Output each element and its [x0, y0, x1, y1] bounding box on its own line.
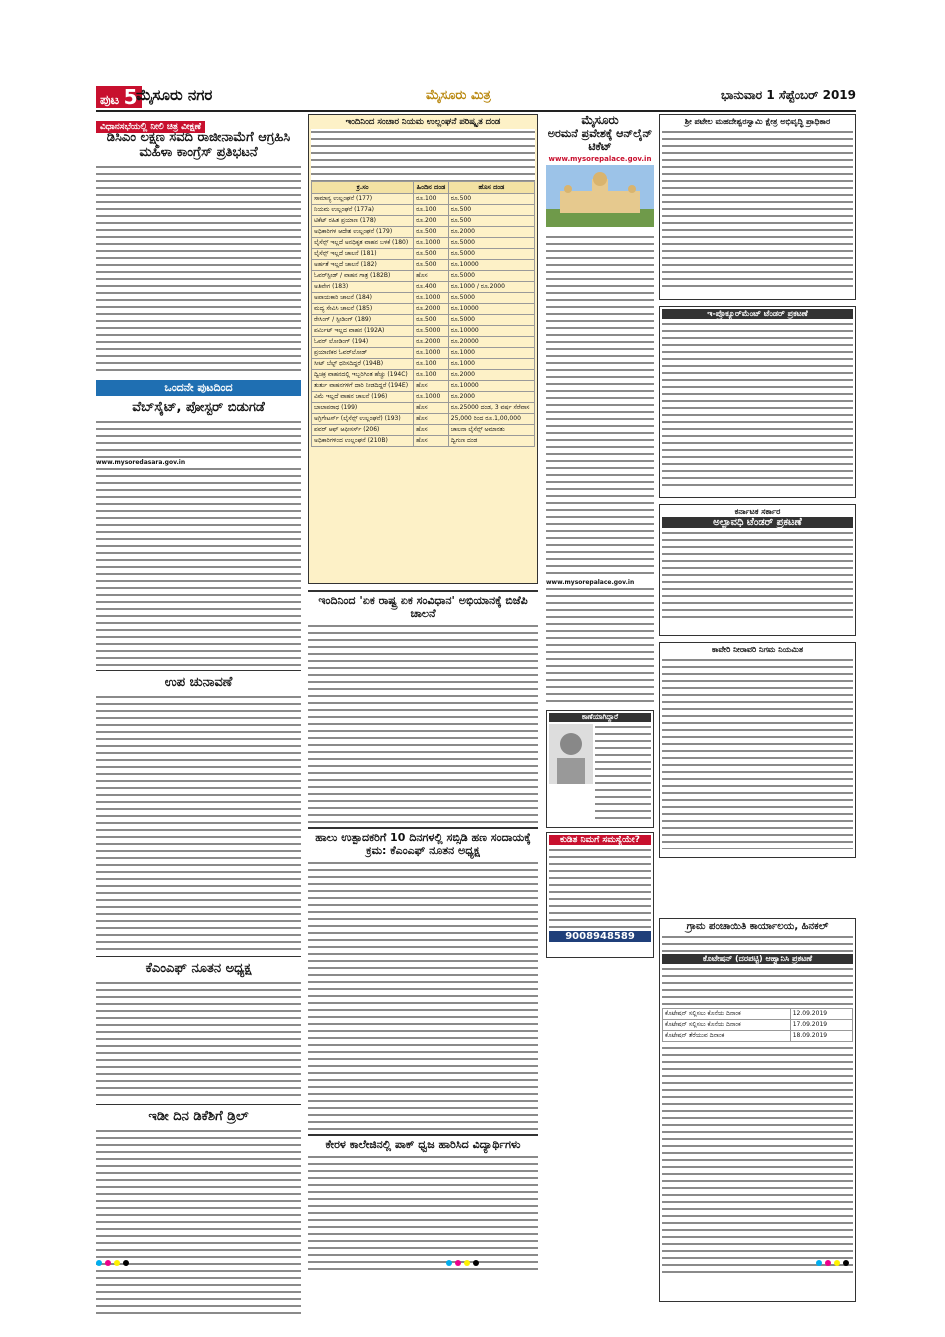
ad-subtitle: ಕೊಟೇಷನ್ (ದರಪಟ್ಟಿ) ಆಹ್ವಾನಿಸಿ ಪ್ರಕಟಣೆ: [662, 954, 853, 964]
table-cell: ರೂ.1000: [414, 392, 449, 403]
ad-text: [662, 934, 853, 954]
table-row: [312, 205, 535, 216]
table-row: [312, 337, 535, 348]
tender-ad-3: [659, 504, 856, 636]
table-cell: ಓವರ್‌ಸ್ಪೀಡ್ / ವಾಹನ ಗಾತ್ರ (182B): [312, 271, 414, 282]
table-row: [312, 414, 535, 425]
fine-table: [311, 181, 535, 447]
table-cell: ಕೊಟೇಷನ್ ಸಲ್ಲಿಸಲು ಕೊನೆಯ ದಿನಾಂಕ: [663, 1009, 791, 1020]
table-cell: ರೂ.5000: [448, 271, 534, 282]
table-row: [663, 1009, 853, 1020]
palace-url: www.mysorepalace.gov.in: [548, 155, 652, 163]
table-cell: ದ್ವಿಚಕ್ರ ವಾಹನದಲ್ಲಿ ಇಬ್ಬರಿಗಿಂತ ಹೆಚ್ಚು (194C): [312, 370, 414, 381]
table-cell: ರೂ.100: [414, 370, 449, 381]
table-cell: ಹೊಸ: [414, 381, 449, 392]
table-cell: ಹೊಸ: [414, 436, 449, 447]
article-text: [96, 164, 301, 376]
table-cell: ಅತಿವೇಗ (183): [312, 282, 414, 293]
box-intro-text: [311, 129, 535, 181]
ad-title: ಇ-ಪ್ರೊಕ್ಯೂರ್‌ಮೆಂಟ್ ಟೆಂಡರ್ ಪ್ರಕಟಣೆ: [662, 309, 853, 319]
table-cell: ಟಿಕೆಟ್ ರಹಿತ ಪ್ರಯಾಣ (178): [312, 216, 414, 227]
table-cell: ರೂ.100: [414, 194, 449, 205]
kicker: ವಿಧಾನಸಭೆಯಲ್ಲಿ ನೀಲಿ ಚಿತ್ರ ವೀಕ್ಷಣೆ: [96, 121, 205, 133]
table-cell: ರೂ.500: [414, 249, 449, 260]
table-cell: ಪ್ರಯಾಣಿಕರ ಓವರ್‌ಲೋಡ್: [312, 348, 414, 359]
registration-dots: [446, 1260, 479, 1266]
table-cell: ಲೈಸೆನ್ಸ್ ಇಲ್ಲದೆ ಅನಧಿಕೃತ ವಾಹನ ಬಳಕೆ (180): [312, 238, 414, 249]
ad-phone: 9008948589: [549, 931, 651, 942]
page-header: [96, 82, 856, 112]
table-row: [312, 359, 535, 370]
ad-text: [662, 657, 853, 849]
article-text: [546, 586, 654, 706]
tender-ad-2: [659, 306, 856, 498]
table-cell: ಅಧಿಕಾರಿಗಳ ಆದೇಶ ಉಲ್ಲಂಘನೆ (179): [312, 227, 414, 238]
page-badge: [96, 86, 142, 108]
table-cell: ರೂ.1000: [414, 238, 449, 249]
table-cell: ದ್ವಿಗುಣ ದಂಡ: [448, 436, 534, 447]
obit-title: ಕಾಣೆಯಾಗಿದ್ದಾರೆ: [549, 713, 651, 722]
palace-url-2: www.mysorepalace.gov.in: [546, 579, 635, 586]
table-cell: ಸಾಮಾನ್ಯ ಉಲ್ಲಂಘನೆ (177): [312, 194, 414, 205]
obituary-box: [546, 710, 654, 828]
table-row: [312, 381, 535, 392]
table-row: [312, 315, 535, 326]
article-text: [546, 234, 654, 579]
palace-title-2: ಅರಮನೆ ಪ್ರವೇಶಕ್ಕೆ ಆನ್‌ಲೈನ್ ಟಿಕೆಟ್: [547, 127, 653, 153]
headline-dks: ಇಡೀ ದಿನ ಡಿಕೆಶಿಗೆ ಡ್ರಿಲ್: [96, 1104, 301, 1125]
column-4: [659, 114, 856, 1272]
table-cell: ರೂ.400: [414, 282, 449, 293]
col-header: ಹೊಸ ದಂಡ: [448, 182, 534, 194]
table-cell: ಚಾಲನಾ ಲೈಸೆನ್ಸ್ ಅಮಾನತು: [448, 425, 534, 436]
ad-text: [662, 321, 853, 487]
table-cell: ರೂ.2000: [414, 337, 449, 348]
column-2: [308, 114, 538, 1272]
table-cell: ರೂ.2000: [448, 227, 534, 238]
ad-title: ಶ್ರೀ ಪಟೇಲ ಮಹದೇಶ್ವರಸ್ವಾಮಿ ಕ್ಷೇತ್ರ ಅಭಿವೃದ್ಧಿ ಪ್ರಾಧಿಕಾರ: [684, 117, 831, 126]
quotation-ad: [659, 918, 856, 1302]
table-cell: ಅರ್ಹತೆ ಇಲ್ಲದೆ ಚಾಲನೆ (182): [312, 260, 414, 271]
table-row: [312, 403, 535, 414]
table-row: [312, 194, 535, 205]
newspaper-page: [96, 82, 856, 1272]
ad-title: ಅಲ್ಪಾವಧಿ ಟೆಂಡರ್ ಪ್ರಕಟಣೆ: [662, 517, 853, 528]
headline-website: ವೆಬ್‌ಸೈಟ್, ಪೋಸ್ಟರ್ ಬಿಡುಗಡೆ: [132, 400, 265, 415]
table-row: [312, 271, 535, 282]
table-cell: ಬಾಲಾಪರಾಧ (199): [312, 403, 414, 414]
table-row: [312, 249, 535, 260]
table-row: [312, 436, 535, 447]
table-cell: ರೂ.20000: [448, 337, 534, 348]
table-cell: ರೂ.5000: [414, 326, 449, 337]
table-cell: 17.09.2019: [790, 1020, 852, 1031]
tender-ad-1: [659, 114, 856, 300]
article-text: [96, 980, 301, 1100]
table-cell: ರೂ.10000: [448, 304, 534, 315]
article-text: [308, 1154, 538, 1274]
table-cell: ರೂ.5000: [448, 238, 534, 249]
headline-bjp: ಇಂದಿನಿಂದ 'ಏಕ ರಾಷ್ಟ್ರ ಏಕ ಸಂವಿಧಾನ' ಅಭಿಯಾನಕ್ಕೆ ಬಿಜೆಪಿ ಚಾಲನೆ: [308, 590, 538, 620]
ad-header: ಕರ್ನಾಟಕ ಸರ್ಕಾರ: [734, 507, 781, 516]
masthead: ಮೈಸೂರು ಮಿತ್ರ: [426, 88, 491, 103]
table-cell: ರೂ.10000: [448, 326, 534, 337]
table-row: [312, 370, 535, 381]
table-cell: ರೂ.200: [414, 216, 449, 227]
headline-milk: ಹಾಲು ಉತ್ಪಾದಕರಿಗೆ 10 ದಿನಗಳಲ್ಲಿ ಸಬ್ಸಿಡಿ ಹಣ ಸಂದಾಯಕ್ಕೆ ಕ್ರಮ: ಕೆಎಂಎಫ್ ನೂತನ ಅಧ್ಯಕ್ಷ: [308, 827, 538, 857]
table-cell: ರೂ.500: [448, 205, 534, 216]
section-title: ಮೈಸೂರು ನಗರ: [136, 86, 213, 104]
table-cell: ಅಪಾಯಕಾರಿ ಚಾಲನೆ (184): [312, 293, 414, 304]
table-cell: ರೂ.100: [414, 205, 449, 216]
table-row: [312, 293, 535, 304]
table-cell: ಹೊಸ: [414, 271, 449, 282]
table-cell: ರೂ.500: [414, 227, 449, 238]
ad-text: [662, 966, 853, 1006]
table-row: [312, 227, 535, 238]
table-cell: ರೇಸಿಂಗ್ / ಸ್ಪೀಡಿಂಗ್ (189): [312, 315, 414, 326]
box-title: ಇಂದಿನಿಂದ ಸಂಚಾರ ನಿಯಮ ಉಲ್ಲಂಘನೆ ಪರಿಷ್ಕೃತ ದಂಡ: [345, 117, 501, 127]
quotation-dates: [662, 1008, 853, 1042]
article-text: [96, 419, 301, 459]
person-photo: [549, 724, 593, 784]
table-row: [312, 392, 535, 403]
page-number: 5: [123, 85, 138, 109]
table-cell: ರೂ.2000: [448, 370, 534, 381]
table-cell: ರೂ.5000: [448, 315, 534, 326]
col-header: ಕ್ರ.ಸಂ: [312, 182, 414, 194]
table-cell: ರೂ.1000: [448, 359, 534, 370]
article-url: www.mysoredasara.gov.in: [96, 459, 186, 466]
table-cell: ರೂ.500: [414, 315, 449, 326]
table-cell: ಅಧಿಕಾರಿಗಳಿಂದ ಉಲ್ಲಂಘನೆ (210B): [312, 436, 414, 447]
table-cell: ವಿಮೆ ಇಲ್ಲದೆ ವಾಹನ ಚಾಲನೆ (196): [312, 392, 414, 403]
table-cell: ರೂ.10000: [448, 381, 534, 392]
ad-text: [549, 847, 651, 931]
table-cell: ಓವರ್ ಲೋಡಿಂಗ್ (194): [312, 337, 414, 348]
table-cell: ರೂ.1000: [414, 293, 449, 304]
table-cell: 12.09.2019: [790, 1009, 852, 1020]
table-cell: ಮದ್ಯ ಸೇವಿಸಿ ಚಾಲನೆ (185): [312, 304, 414, 315]
palace-title-1: ಮೈಸೂರು: [581, 113, 619, 127]
table-cell: ಲೈಸೆನ್ಸ್ ಇಲ್ಲದೆ ಚಾಲನೆ (181): [312, 249, 414, 260]
table-cell: ಕೊಟೇಷನ್ ತೆರೆಯುವ ದಿನಾಂಕ: [663, 1031, 791, 1042]
table-cell: 25,000 ರಿಂದ ರೂ.1,00,000: [448, 414, 534, 425]
headline-kmf: ಕೆಎಂಎಫ್ ನೂತನ ಅಧ್ಯಕ್ಷ: [96, 956, 301, 977]
headline-byelection: ಉಪ ಚುನಾವಣೆ: [96, 670, 301, 691]
table-cell: ಕೊಟೇಷನ್ ಸಲ್ಲಿಸಲು ಕೊನೆಯ ದಿನಾಂಕ: [663, 1020, 791, 1031]
table-row: [312, 326, 535, 337]
table-row: [312, 348, 535, 359]
table-row: [312, 304, 535, 315]
table-row: [312, 282, 535, 293]
table-cell: ರೂ.500: [448, 194, 534, 205]
table-cell: ಪರ್ಮಿಟ್ ಇಲ್ಲದ ವಾಹನ (192A): [312, 326, 414, 337]
article-text: [96, 1128, 301, 1318]
table-cell: ರೂ.1000 / ರೂ.2000: [448, 282, 534, 293]
traffic-fine-box: [308, 114, 538, 584]
article-text: [96, 694, 301, 952]
table-cell: ರೂ.500: [414, 260, 449, 271]
table-cell: ರೂ.100: [414, 359, 449, 370]
table-row: [663, 1020, 853, 1031]
deaddiction-ad: [546, 832, 654, 958]
table-cell: 18.09.2019: [790, 1031, 852, 1042]
tender-ad-4: [659, 642, 856, 858]
table-cell: ಪವರ್ ಆಫ್ ಆಫೀಸರ್ಸ್ (206): [312, 425, 414, 436]
palace-photo: [546, 165, 654, 227]
headline-main: ಡಿಸಿಎಂ ಲಕ್ಷ್ಮಣ ಸವದಿ ರಾಜೀನಾಮೆಗೆ ಆಗ್ರಹಿಸಿ ಮಹಿಳಾ ಕಾಂಗ್ರೆಸ್ ಪ್ರತಿಭಟನೆ: [106, 130, 291, 160]
issue-date: ಭಾನುವಾರ 1 ಸೆಪ್ಟೆಂಬರ್ 2019: [720, 88, 856, 102]
table-cell: ನಿಯಮ ಉಲ್ಲಂಘನೆ (177a): [312, 205, 414, 216]
page-label: ಪುಟ: [100, 93, 120, 108]
table-cell: ರೂ.10000: [448, 260, 534, 271]
ad-title: ಗ್ರಾಮ ಪಂಚಾಯಿತಿ ಕಾರ್ಯಾಲಯ, ಹಿನಕಲ್: [686, 921, 829, 932]
column-3: [546, 114, 654, 1272]
article-text: [308, 623, 538, 823]
table-cell: ತುರ್ತು ವಾಹನಗಳಿಗೆ ದಾರಿ ನೀಡದಿದ್ದರೆ (194E): [312, 381, 414, 392]
ad-title: ಕುಡಿತ ನಿಮಗೆ ಸಮಸ್ಯೆಯೇ?: [549, 835, 651, 845]
table-cell: ಸೀಟ್ ಬೆಲ್ಟ್ ಧರಿಸದಿದ್ದರೆ (194B): [312, 359, 414, 370]
table-cell: ಹೊಸ: [414, 403, 449, 414]
table-cell: ರೂ.500: [448, 216, 534, 227]
article-text: [96, 466, 301, 666]
table-cell: ಅಗ್ರಿಗೇಟರ್ಸ್ (ಲೈಸೆನ್ಸ್ ಉಲ್ಲಂಘನೆ) (193): [312, 414, 414, 425]
registration-dots: [96, 1260, 129, 1266]
table-cell: ಹೊಸ: [414, 425, 449, 436]
table-row: [312, 260, 535, 271]
table-cell: ರೂ.5000: [448, 249, 534, 260]
obit-text: [595, 724, 651, 824]
table-row: [663, 1031, 853, 1042]
table-row: [312, 425, 535, 436]
ad-text: [662, 530, 853, 622]
ad-text: [662, 129, 853, 289]
col-header: ಹಿಂದಿನ ದಂಡ: [414, 182, 449, 194]
table-cell: ರೂ.2000: [414, 304, 449, 315]
headline-kerala: ಕೇರಳ ಕಾಲೇಜಿನಲ್ಲಿ ಪಾಕ್ ಧ್ವಜ ಹಾರಿಸಿದ ವಿದ್ಯಾರ್ಥಿಗಳು: [308, 1134, 538, 1151]
ad-title: ಕಾವೇರಿ ನೀರಾವರಿ ನಿಗಮ ನಿಯಮಿತ: [711, 645, 804, 654]
table-row: [312, 238, 535, 249]
article-text: [308, 860, 538, 1130]
continued-bar: ಒಂದನೇ ಪುಟದಿಂದ: [96, 380, 301, 396]
table-cell: ರೂ.1000: [448, 348, 534, 359]
table-cell: ರೂ.2000: [448, 392, 534, 403]
table-row: [312, 216, 535, 227]
ad-text: [662, 1045, 853, 1275]
table-cell: ರೂ.1000: [414, 348, 449, 359]
column-1: [96, 114, 301, 1272]
table-cell: ರೂ.25000 ದಂಡ, 3 ವರ್ಷ ಸೆರೆವಾಸ: [448, 403, 534, 414]
table-cell: ರೂ.5000: [448, 293, 534, 304]
registration-dots: [816, 1260, 849, 1266]
table-cell: ಹೊಸ: [414, 414, 449, 425]
